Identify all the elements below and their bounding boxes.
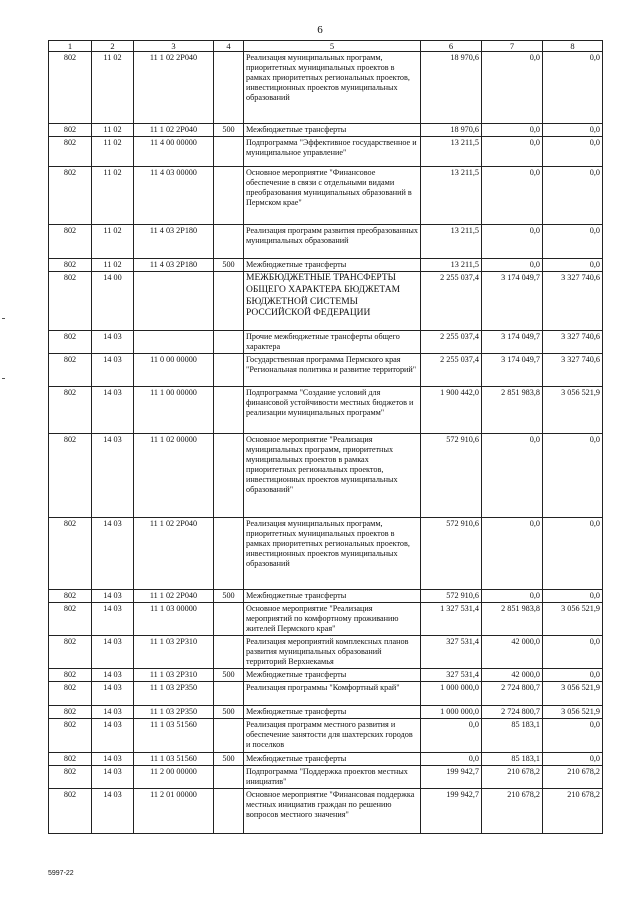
cell-amount-year1: 0,0 [421,753,482,766]
cell-amount-year3: 0,0 [543,167,603,225]
cell-amount-year1: 1 000 000,0 [421,706,482,719]
table-body [49,52,603,834]
cell-target-article: 11 4 03 00000 [134,167,214,225]
column-header: 2 [92,41,134,52]
cell-amount-year2: 0,0 [482,225,543,259]
table-row [49,225,603,259]
cell-description: Реализация программ местного развития и обеспечение занятости для шахтерских городов и поселков [244,719,421,753]
cell-target-article: 11 1 03 2P350 [134,706,214,719]
cell-target-article: 11 1 03 2P310 [134,636,214,669]
cell-amount-year2: 210 678,2 [482,789,543,834]
cell-amount-year2: 0,0 [482,590,543,603]
cell-expense-type: 500 [214,124,244,137]
cell-amount-year2: 0,0 [482,52,543,124]
budget-table [48,40,603,834]
cell-amount-year3: 0,0 [543,590,603,603]
cell-description: Реализация программы "Комфортный край" [244,682,421,706]
cell-target-article [134,331,214,354]
cell-amount-year3: 3 056 521,9 [543,682,603,706]
cell-section: 14 03 [92,518,134,590]
cell-section: 11 02 [92,225,134,259]
cell-section: 11 02 [92,167,134,225]
table-row [49,331,603,354]
cell-amount-year1: 572 910,6 [421,518,482,590]
cell-expense-type [214,225,244,259]
cell-target-article: 11 2 01 00000 [134,789,214,834]
cell-target-article: 11 1 03 2P310 [134,669,214,682]
cell-admin-code: 802 [49,272,92,331]
cell-description: Основное мероприятие "Реализация муниципальных программ, приоритетных муниципальных проектов в рамках приоритетных региональных проектов, инвестиционных проектов муниципальных образований" [244,434,421,518]
cell-admin-code: 802 [49,434,92,518]
cell-expense-type [214,331,244,354]
cell-amount-year1: 1 900 442,0 [421,387,482,434]
cell-section: 14 03 [92,706,134,719]
cell-description: Подпрограмма "Создание условий для финансовой устойчивости местных бюджетов и реализации муниципальных программ" [244,387,421,434]
cell-amount-year3: 0,0 [543,137,603,167]
table-row [49,719,603,753]
cell-section: 14 03 [92,753,134,766]
cell-amount-year3: 210 678,2 [543,766,603,789]
cell-amount-year3: 0,0 [543,124,603,137]
cell-section: 14 03 [92,387,134,434]
cell-amount-year3: 0,0 [543,225,603,259]
cell-amount-year2: 2 724 800,7 [482,706,543,719]
cell-amount-year1: 0,0 [421,719,482,753]
cell-amount-year1: 1 000 000,0 [421,682,482,706]
cell-target-article: 11 1 02 2P040 [134,590,214,603]
cell-admin-code: 802 [49,753,92,766]
cell-expense-type [214,682,244,706]
cell-admin-code: 802 [49,124,92,137]
cell-expense-type: 500 [214,259,244,272]
cell-amount-year1: 572 910,6 [421,434,482,518]
cell-admin-code: 802 [49,682,92,706]
cell-section: 14 03 [92,669,134,682]
cell-amount-year2: 85 183,1 [482,753,543,766]
column-header: 4 [214,41,244,52]
cell-amount-year1: 2 255 037,4 [421,331,482,354]
cell-amount-year2: 2 724 800,7 [482,682,543,706]
cell-amount-year3: 3 327 740,6 [543,354,603,387]
cell-admin-code: 802 [49,789,92,834]
cell-admin-code: 802 [49,636,92,669]
table-row [49,590,603,603]
cell-section: 11 02 [92,124,134,137]
cell-expense-type: 500 [214,669,244,682]
cell-description: Реализация мероприятий комплексных планов развития муниципальных образований территорий Верхнекамья [244,636,421,669]
cell-section: 11 02 [92,259,134,272]
cell-amount-year1: 199 942,7 [421,766,482,789]
cell-description: Реализация муниципальных программ, приоритетных муниципальных проектов в рамках приоритетных региональных проектов, инвестиционных проектов муниципальных образований [244,52,421,124]
cell-section: 14 03 [92,354,134,387]
cell-amount-year2: 3 174 049,7 [482,354,543,387]
cell-expense-type [214,52,244,124]
cell-amount-year3: 3 327 740,6 [543,331,603,354]
cell-admin-code: 802 [49,259,92,272]
cell-target-article: 11 1 02 00000 [134,434,214,518]
cell-expense-type [214,434,244,518]
cell-admin-code: 802 [49,669,92,682]
cell-amount-year3: 3 056 521,9 [543,603,603,636]
page-number: 6 [317,24,323,36]
cell-target-article: 11 4 03 2P180 [134,259,214,272]
cell-admin-code: 802 [49,590,92,603]
cell-description: Межбюджетные трансферты [244,753,421,766]
table-row [49,669,603,682]
cell-amount-year3: 0,0 [543,434,603,518]
cell-description: Подпрограмма "Эффективное государственное и муниципальное управление" [244,137,421,167]
cell-admin-code: 802 [49,167,92,225]
table-row [49,272,603,331]
cell-admin-code: 802 [49,706,92,719]
cell-amount-year2: 3 174 049,7 [482,272,543,331]
cell-description: МЕЖБЮДЖЕТНЫЕ ТРАНСФЕРТЫ ОБЩЕГО ХАРАКТЕРА БЮДЖЕТАМ БЮДЖЕТНОЙ СИСТЕМЫ РОССИЙСКОЙ ФЕДЕРАЦИИ [244,272,421,331]
cell-expense-type [214,137,244,167]
cell-section: 14 00 [92,272,134,331]
cell-description: Реализация муниципальных программ, приоритетных муниципальных проектов в рамках приоритетных региональных проектов, инвестиционных проектов муниципальных образований [244,518,421,590]
cell-target-article: 11 4 03 2P180 [134,225,214,259]
cell-amount-year3: 0,0 [543,52,603,124]
cell-amount-year1: 13 211,5 [421,137,482,167]
table-row [49,387,603,434]
column-header: 3 [134,41,214,52]
cell-target-article: 11 1 03 51560 [134,719,214,753]
column-header: 8 [543,41,603,52]
cell-target-article: 11 1 03 2P350 [134,682,214,706]
cell-amount-year3: 0,0 [543,518,603,590]
cell-admin-code: 802 [49,603,92,636]
cell-amount-year1: 327 531,4 [421,636,482,669]
cell-expense-type [214,354,244,387]
cell-admin-code: 802 [49,225,92,259]
cell-description: Межбюджетные трансферты [244,706,421,719]
cell-expense-type [214,272,244,331]
cell-amount-year1: 572 910,6 [421,590,482,603]
margin-mark [2,378,5,379]
cell-expense-type [214,387,244,434]
table-row [49,766,603,789]
cell-expense-type [214,636,244,669]
cell-section: 14 03 [92,766,134,789]
footer-code: 5997-22 [48,870,74,877]
cell-amount-year2: 85 183,1 [482,719,543,753]
cell-amount-year1: 2 255 037,4 [421,272,482,331]
cell-description: Межбюджетные трансферты [244,669,421,682]
cell-amount-year3: 0,0 [543,753,603,766]
cell-amount-year2: 42 000,0 [482,636,543,669]
column-number-row [49,41,603,52]
table-row [49,167,603,225]
cell-amount-year3: 210 678,2 [543,789,603,834]
cell-section: 14 03 [92,331,134,354]
cell-section: 11 02 [92,137,134,167]
column-header: 5 [244,41,421,52]
cell-section: 14 03 [92,434,134,518]
margin-mark [2,318,5,319]
table-row [49,682,603,706]
cell-section: 14 03 [92,789,134,834]
cell-target-article: 11 1 02 2P040 [134,52,214,124]
cell-expense-type [214,603,244,636]
cell-expense-type: 500 [214,590,244,603]
cell-description: Основное мероприятие "Финансовое обеспечение в связи с отдельными видами преобразования муниципальных образований в Пермском крае" [244,167,421,225]
table-row [49,259,603,272]
cell-description: Основное мероприятие "Финансовая поддержка местных инициатив граждан по решению вопросов местного значения" [244,789,421,834]
cell-description: Межбюджетные трансферты [244,124,421,137]
table-row [49,789,603,834]
cell-expense-type: 500 [214,753,244,766]
table-row [49,354,603,387]
column-header: 7 [482,41,543,52]
table-row [49,434,603,518]
cell-section: 14 03 [92,603,134,636]
cell-admin-code: 802 [49,354,92,387]
cell-section: 14 03 [92,590,134,603]
cell-amount-year2: 0,0 [482,434,543,518]
cell-amount-year1: 13 211,5 [421,259,482,272]
cell-amount-year2: 3 174 049,7 [482,331,543,354]
cell-amount-year3: 3 056 521,9 [543,706,603,719]
cell-expense-type [214,167,244,225]
cell-section: 11 02 [92,52,134,124]
column-header: 1 [49,41,92,52]
cell-target-article: 11 2 00 00000 [134,766,214,789]
cell-description: Государственная программа Пермского края "Региональная политика и развитие территорий" [244,354,421,387]
cell-target-article: 11 0 00 00000 [134,354,214,387]
cell-amount-year2: 0,0 [482,259,543,272]
cell-amount-year3: 0,0 [543,719,603,753]
cell-amount-year3: 0,0 [543,259,603,272]
table-row [49,753,603,766]
cell-description: Основное мероприятие "Реализация мероприятий по комфортному проживанию жителей Пермского края" [244,603,421,636]
cell-amount-year2: 0,0 [482,167,543,225]
cell-expense-type [214,766,244,789]
cell-admin-code: 802 [49,719,92,753]
cell-description: Реализация программ развития преобразованных муниципальных образований [244,225,421,259]
cell-amount-year2: 0,0 [482,137,543,167]
cell-amount-year3: 0,0 [543,636,603,669]
cell-description: Подпрограмма "Поддержка проектов местных инициатив" [244,766,421,789]
cell-amount-year1: 18 970,6 [421,124,482,137]
column-header: 6 [421,41,482,52]
cell-amount-year3: 0,0 [543,669,603,682]
cell-section: 14 03 [92,682,134,706]
cell-description: Межбюджетные трансферты [244,259,421,272]
cell-amount-year1: 327 531,4 [421,669,482,682]
cell-amount-year2: 2 851 983,8 [482,387,543,434]
cell-target-article: 11 1 00 00000 [134,387,214,434]
cell-admin-code: 802 [49,137,92,167]
cell-admin-code: 802 [49,766,92,789]
table-row [49,52,603,124]
cell-amount-year3: 3 327 740,6 [543,272,603,331]
cell-amount-year1: 2 255 037,4 [421,354,482,387]
cell-amount-year1: 1 327 531,4 [421,603,482,636]
cell-amount-year1: 13 211,5 [421,225,482,259]
cell-expense-type [214,518,244,590]
table-row [49,636,603,669]
cell-amount-year2: 0,0 [482,124,543,137]
cell-expense-type [214,719,244,753]
cell-admin-code: 802 [49,387,92,434]
cell-admin-code: 802 [49,518,92,590]
cell-expense-type [214,789,244,834]
cell-admin-code: 802 [49,52,92,124]
cell-section: 14 03 [92,719,134,753]
cell-amount-year2: 2 851 983,8 [482,603,543,636]
cell-target-article: 11 1 02 2P040 [134,518,214,590]
cell-target-article: 11 1 03 00000 [134,603,214,636]
cell-amount-year1: 18 970,6 [421,52,482,124]
cell-target-article [134,272,214,331]
table-row [49,603,603,636]
cell-amount-year1: 199 942,7 [421,789,482,834]
cell-amount-year2: 42 000,0 [482,669,543,682]
table-row [49,124,603,137]
cell-section: 14 03 [92,636,134,669]
cell-description: Прочие межбюджетные трансферты общего характера [244,331,421,354]
cell-expense-type: 500 [214,706,244,719]
cell-target-article: 11 4 00 00000 [134,137,214,167]
cell-amount-year1: 13 211,5 [421,167,482,225]
cell-target-article: 11 1 03 51560 [134,753,214,766]
cell-amount-year2: 210 678,2 [482,766,543,789]
cell-amount-year3: 3 056 521,9 [543,387,603,434]
cell-description: Межбюджетные трансферты [244,590,421,603]
cell-target-article: 11 1 02 2P040 [134,124,214,137]
table-row [49,518,603,590]
table-row [49,137,603,167]
cell-admin-code: 802 [49,331,92,354]
cell-amount-year2: 0,0 [482,518,543,590]
table-row [49,706,603,719]
